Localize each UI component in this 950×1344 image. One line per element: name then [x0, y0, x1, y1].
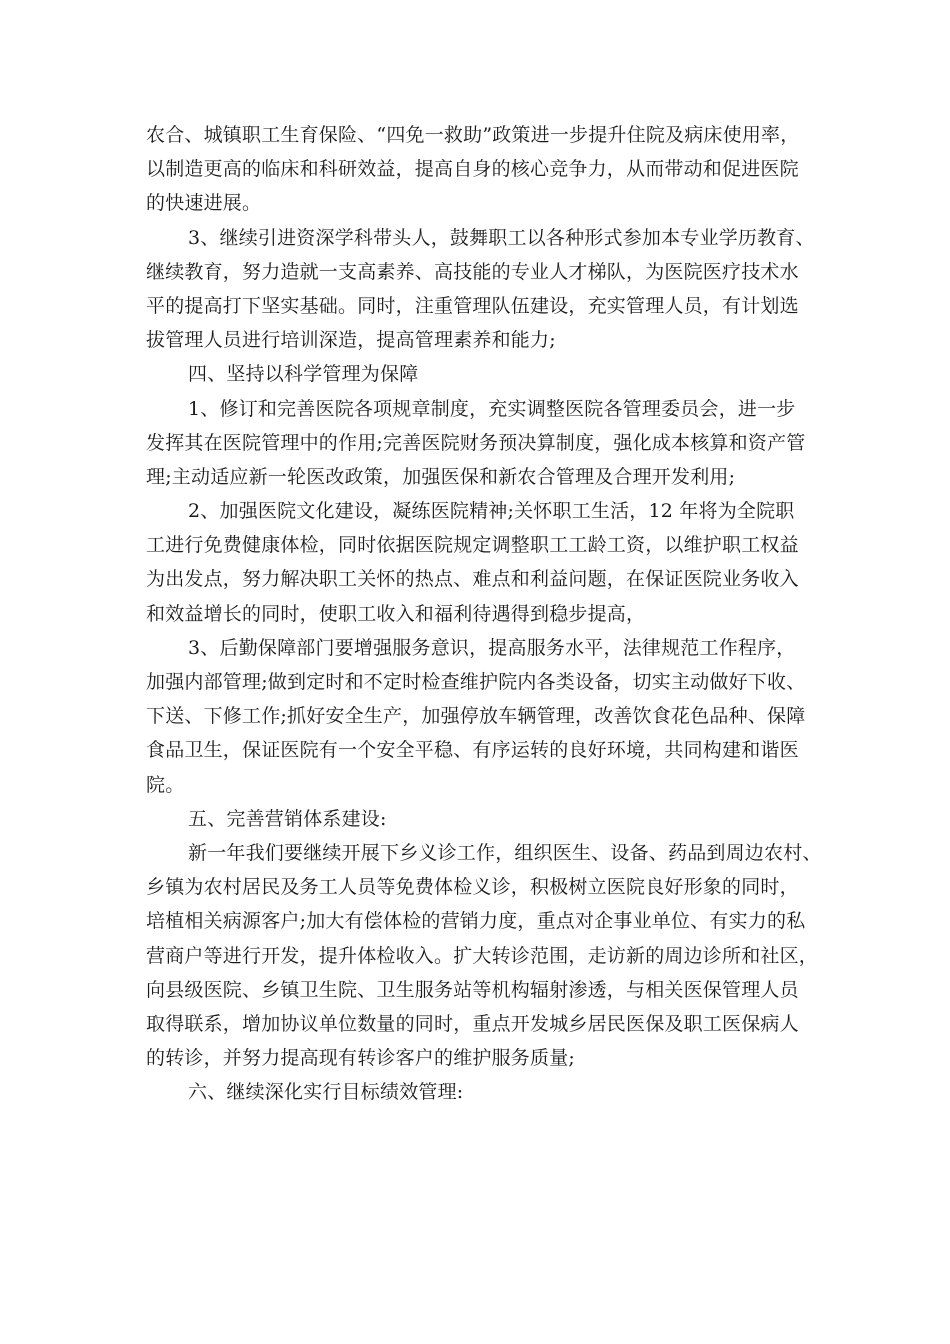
text-line: 1、修订和完善医院各项规章制度，充实调整医院各管理委员会，进一步	[188, 397, 796, 420]
text-line: 新一年我们要继续开展下乡义诊工作，组织医生、设备、药品到周边农村、	[188, 841, 822, 864]
text-line: 乡镇为农村居民及务工人员等免费体检义诊，积极树立医院良好形象的同时，	[146, 876, 799, 899]
text-line: 六、继续深化实行目标绩效管理:	[188, 1081, 464, 1104]
text-line: 下送、下修工作;抓好安全生产，加强停放车辆管理，改善饮食花色品种、保障	[146, 705, 806, 728]
text-line: 农合、城镇职工生育保险、“四免一救助”政策进一步提升住院及病床使用率，	[146, 124, 800, 146]
text-line: 四、坚持以科学管理为保障	[188, 363, 419, 386]
text-line: 向县级医院、乡镇卫生院、卫生服务站等机构辐射渗透，与相关医保管理人员	[146, 978, 799, 1001]
text-line: 工进行免费健康体检，同时依据医院规定调整职工工龄工资，以维护职工权益	[146, 534, 799, 557]
text-line: 以制造更高的临床和科研效益，提高自身的核心竞争力，从而带动和促进医院	[146, 158, 799, 181]
text-line: 的快速进展。	[146, 192, 262, 215]
text-line: 加强内部管理;做到定时和不定时检查维护院内各类设备，切实主动做好下收、	[146, 671, 806, 693]
text-line: 的转诊，并努力提高现有转诊客户的维护服务质量;	[146, 1047, 576, 1070]
text-line: 3、后勤保障部门要增强服务意识，提高服务水平，法律规范工作程序，	[188, 636, 796, 659]
text-line: 3、继续引进资深学科带头人，鼓舞职工以各种形式参加本专业学历教育、	[188, 226, 815, 249]
text-line: 取得联系，增加协议单位数量的同时，重点开发城乡居民医保及职工医保病人	[146, 1012, 799, 1035]
text-line: 食品卫生，保证医院有一个安全平稳、有序运转的良好环境，共同构建和谐医	[146, 739, 799, 762]
text-line: 平的提高打下坚实基础。同时，注重管理队伍建设，充实管理人员，有计划选	[146, 294, 799, 317]
text-line: 2、加强医院文化建设，凝练医院精神;关怀职工生活，12 年将为全院职	[188, 500, 795, 523]
text-line: 营商户等进行开发，提升体检收入。扩大转诊范围，走访新的周边诊所和社区，	[146, 944, 819, 967]
text-line: 院。	[146, 773, 185, 796]
text-line: 理;主动适应新一轮医改政策，加强医保和新农合管理及合理开发利用;	[146, 465, 736, 488]
text-line: 和效益增长的同时，使职工收入和福利待遇得到稳步提高，	[146, 602, 646, 625]
text-line: 发挥其在医院管理中的作用;完善医院财务预决算制度，强化成本核算和资产管	[146, 431, 806, 454]
text-line: 为出发点，努力解决职工关怀的热点、难点和利益问题，在保证医院业务收入	[146, 568, 799, 591]
text-line: 培植相关病源客户;加大有偿体检的营销力度，重点对企事业单位、有实力的私	[146, 910, 806, 933]
text-line: 五、完善营销体系建设:	[188, 807, 387, 830]
document-body	[146, 118, 826, 1109]
text-line: 继续教育，努力造就一支高素养、高技能的专业人才梯队，为医院医疗技术水	[146, 260, 799, 283]
text-line: 拔管理人员进行培训深造，提高管理素养和能力;	[146, 329, 556, 352]
